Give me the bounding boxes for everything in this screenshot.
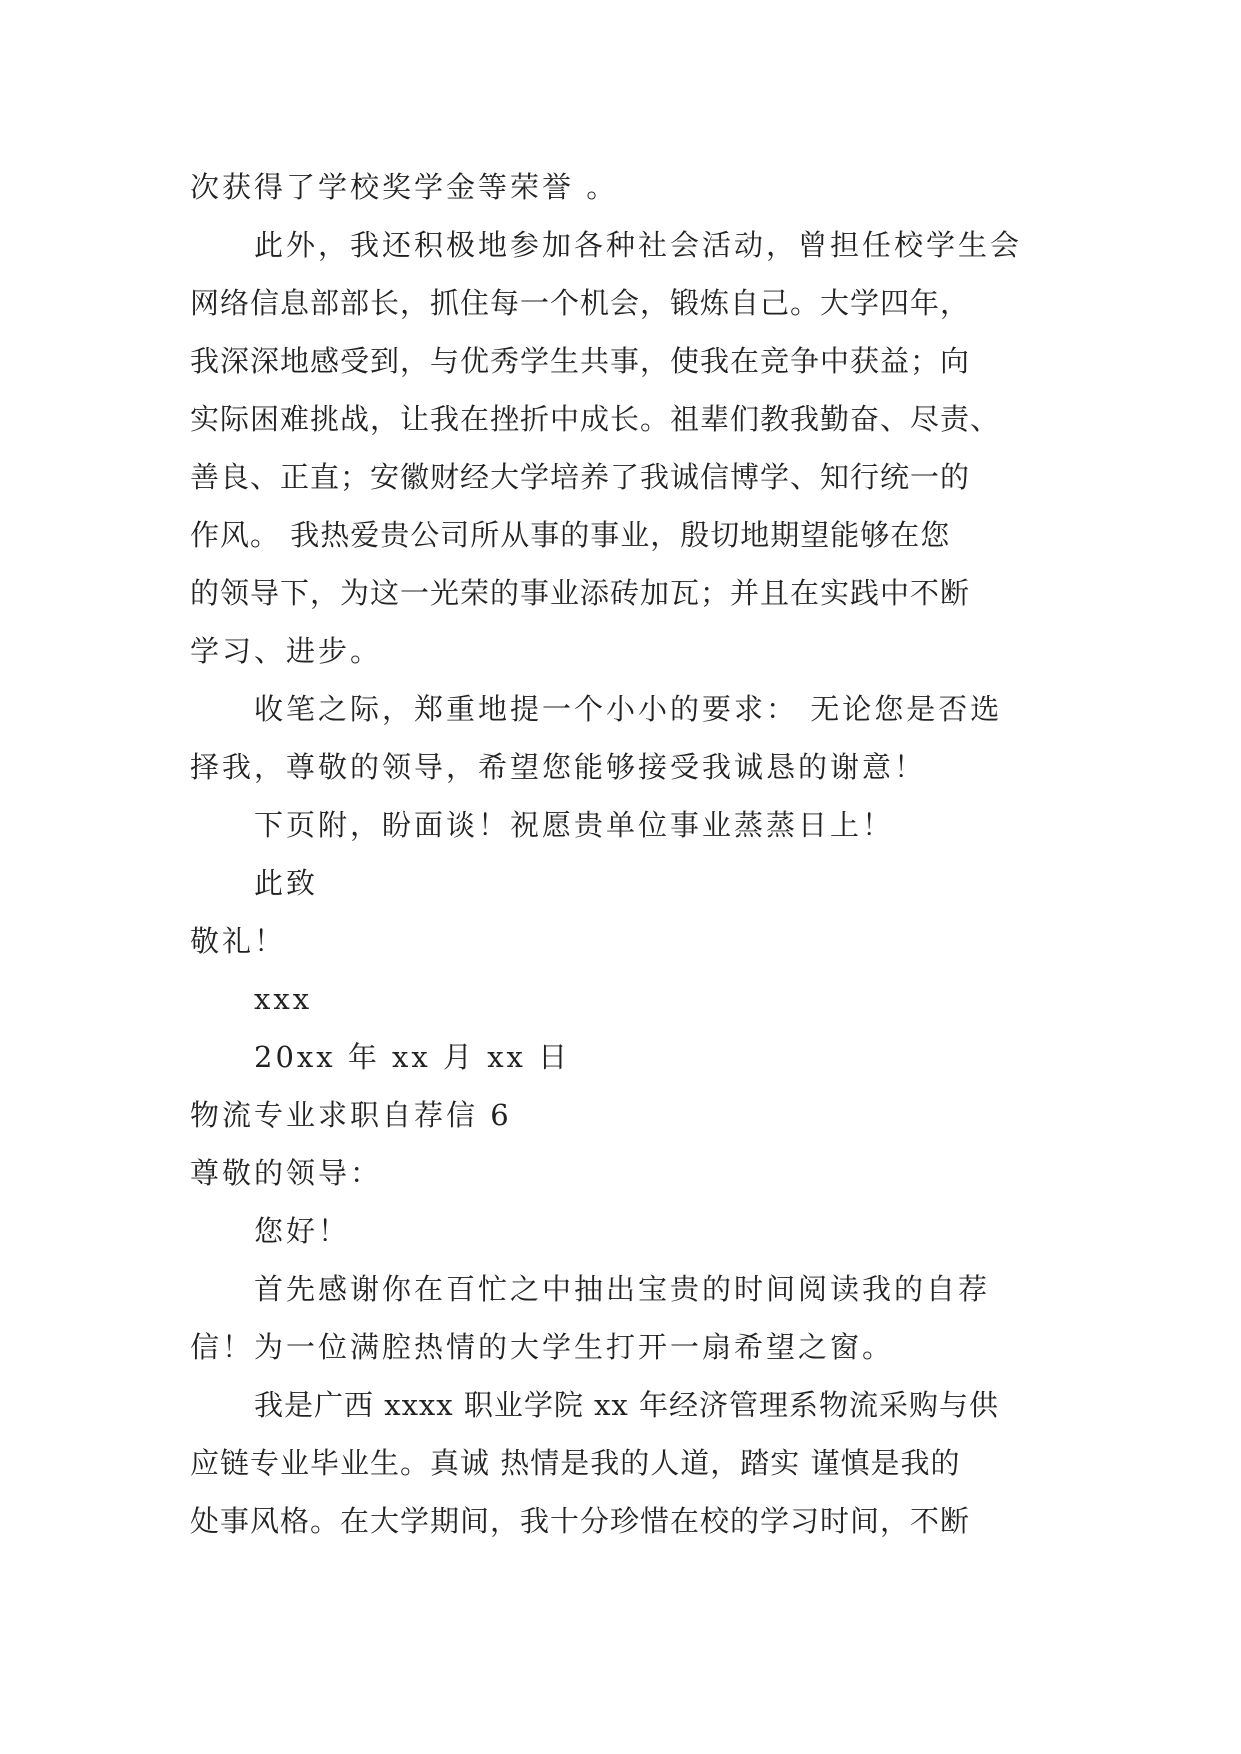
- text-line: 作风。 我热爱贵公司所从事的事业，殷切地期望能够在您: [190, 518, 951, 552]
- greeting-recipient: 尊敬的领导：: [190, 1156, 383, 1190]
- text-line: 应链专业毕业生。真诚 热情是我的人道，踏实 谨慎是我的: [190, 1446, 961, 1480]
- text-line: 此外，我还积极地参加各种社会活动，曾担任校学生会: [254, 228, 1023, 262]
- text-line: 收笔之际，郑重地提一个小小的要求： 无论您是否选: [254, 692, 1003, 726]
- greeting-hello: 您好！: [254, 1214, 351, 1248]
- text-line: 信！为一位满腔热情的大学生打开一扇希望之窗。: [190, 1330, 895, 1364]
- closing-regards: 敬礼！: [190, 924, 287, 958]
- text-line: 首先感谢你在百忙之中抽出宝贵的时间阅读我的自荐: [254, 1272, 991, 1306]
- text-line: 学习、进步。: [190, 634, 383, 668]
- text-line: 网络信息部部长，抓住每一个机会，锻炼自己。大学四年，: [190, 286, 971, 320]
- signature-name: xxx: [254, 982, 313, 1016]
- text-line: 的领导下，为这一光荣的事业添砖加瓦；并且在实践中不断: [190, 576, 971, 610]
- section-title: 物流专业求职自荐信 6: [190, 1098, 512, 1132]
- letter-body: [190, 158, 1070, 1550]
- closing-salutation: 此致: [254, 866, 319, 900]
- text-line: 处事风格。在大学期间，我十分珍惜在校的学习时间，不断: [190, 1504, 971, 1538]
- text-line: 择我，尊敬的领导，希望您能够接受我诚恳的谢意！: [190, 750, 927, 784]
- text-line: 实际困难挑战，让我在挫折中成长。祖辈们教我勤奋、尽责、: [190, 402, 1001, 436]
- text-line: 下页附，盼面谈！祝愿贵单位事业蒸蒸日上！: [254, 808, 895, 842]
- signature-date: 20xx 年 xx 月 xx 日: [254, 1040, 571, 1074]
- text-line: 善良、正直；安徽财经大学培养了我诚信博学、知行统一的: [190, 460, 971, 494]
- text-line: 我深深地感受到，与优秀学生共事，使我在竞争中获益；向: [190, 344, 971, 378]
- text-line: 我是广西 xxxx 职业学院 xx 年经济管理系物流采购与供: [254, 1388, 1000, 1422]
- text-line: 次获得了学校奖学金等荣誉 。: [190, 170, 619, 204]
